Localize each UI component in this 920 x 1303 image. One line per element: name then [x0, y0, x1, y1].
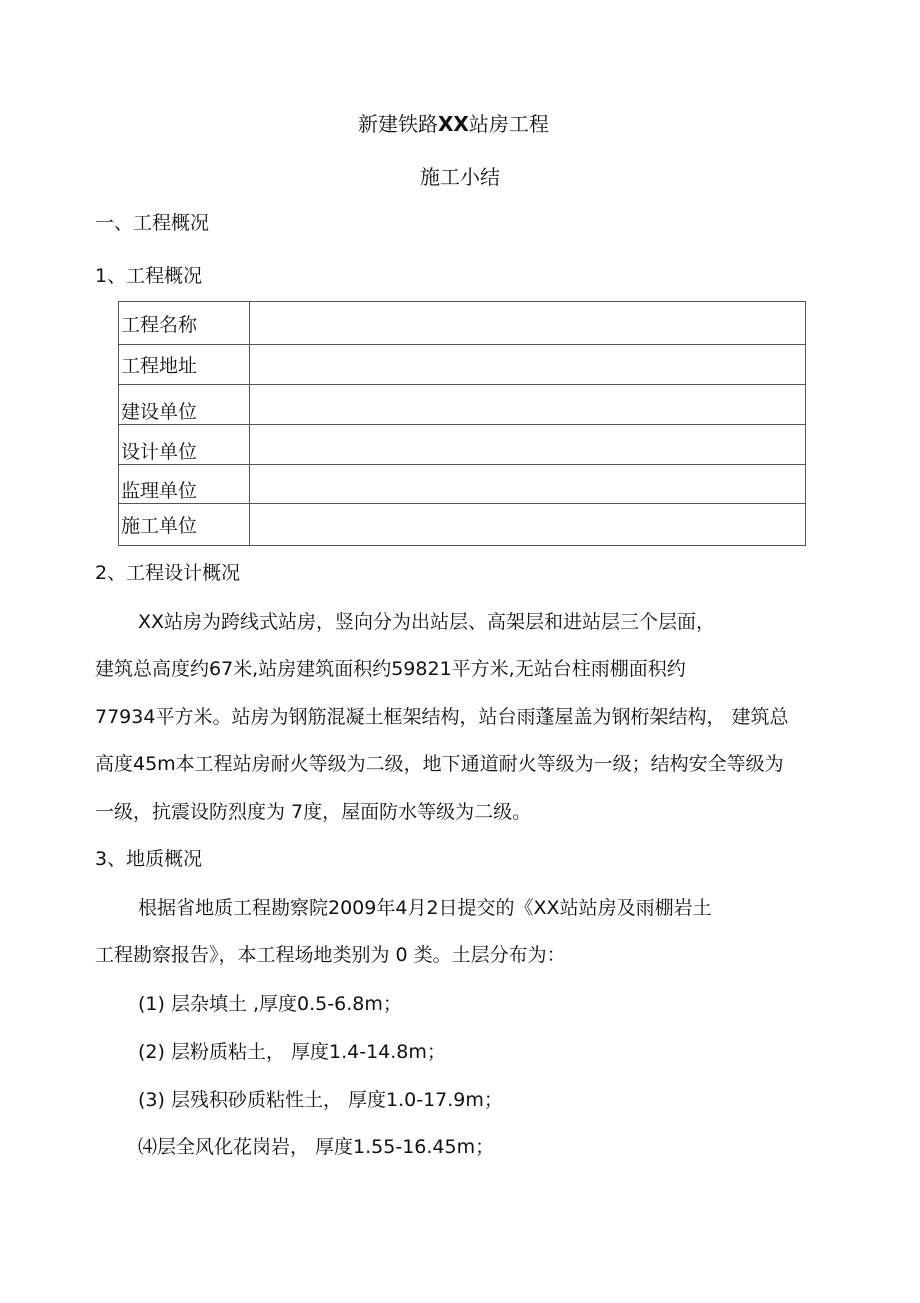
- table-row: [119, 425, 806, 465]
- row-value: [250, 345, 806, 385]
- row-value: [250, 302, 806, 345]
- document-subtitle: 施工小结: [420, 165, 500, 189]
- table-row: [119, 302, 806, 345]
- section-heading-1-3: 3、地质概况: [95, 848, 203, 870]
- table-row: [119, 345, 806, 385]
- row-label: 工程地址: [119, 345, 250, 385]
- design-paragraph-line: XX站房为跨线式站房，竖向分为出站层、高架层和进站层三个层面，: [138, 611, 716, 633]
- title-prefix: 新建铁路: [358, 112, 438, 136]
- geology-paragraph-line: 工程勘察报告》，本工程场地类别为 0 类。土层分布为：: [95, 944, 566, 966]
- soil-layer-item: (3) 层残积砂质粘性土， 厚度1.0-17.9m；: [138, 1089, 503, 1111]
- soil-layer-item: (2) 层粉质粘土， 厚度1.4-14.8m；: [138, 1041, 446, 1063]
- row-label: 设计单位: [119, 425, 250, 465]
- document-title: [358, 112, 549, 136]
- row-value: [250, 425, 806, 465]
- table-row: [119, 385, 806, 425]
- table-row: [119, 504, 806, 546]
- section-heading-1: 一、工程概况: [95, 212, 210, 234]
- soil-layer-item: ⑷层全风化花岗岩， 厚度1.55-16.45m；: [138, 1136, 495, 1158]
- design-paragraph-line: 一级，抗震设防烈度为 7度，屋面防水等级为二级。: [95, 801, 532, 823]
- row-label: 施工单位: [119, 504, 250, 546]
- row-value: [250, 504, 806, 546]
- section-heading-1-2: 2、工程设计概况: [95, 562, 241, 584]
- row-value: [250, 465, 806, 504]
- project-overview-table: [118, 301, 806, 546]
- row-label: 建设单位: [119, 385, 250, 425]
- design-paragraph-line: 77934平方米。站房为钢筋混凝土框架结构，站台雨蓬屋盖为钢桁架结构， 建筑总: [95, 706, 789, 728]
- geology-paragraph-line: 根据省地质工程勘察院2009年4月2日提交的《XX站站房及雨棚岩土: [138, 897, 712, 919]
- section-heading-1-1: 1、工程概况: [95, 265, 203, 287]
- design-paragraph-line: 建筑总高度约67米,站房建筑面积约59821平方米,无站台柱雨棚面积约: [95, 658, 686, 680]
- table-row: [119, 465, 806, 504]
- row-value: [250, 385, 806, 425]
- row-label: 监理单位: [119, 465, 250, 504]
- row-label: 工程名称: [119, 302, 250, 345]
- soil-layer-item: (1) 层杂填土 ,厚度0.5-6.8m；: [138, 993, 402, 1015]
- title-bold: XX: [438, 112, 469, 136]
- design-paragraph-line: 高度45m本工程站房耐火等级为二级，地下通道耐火等级为一级；结构安全等级为: [95, 753, 784, 775]
- title-suffix: 站房工程: [468, 112, 549, 136]
